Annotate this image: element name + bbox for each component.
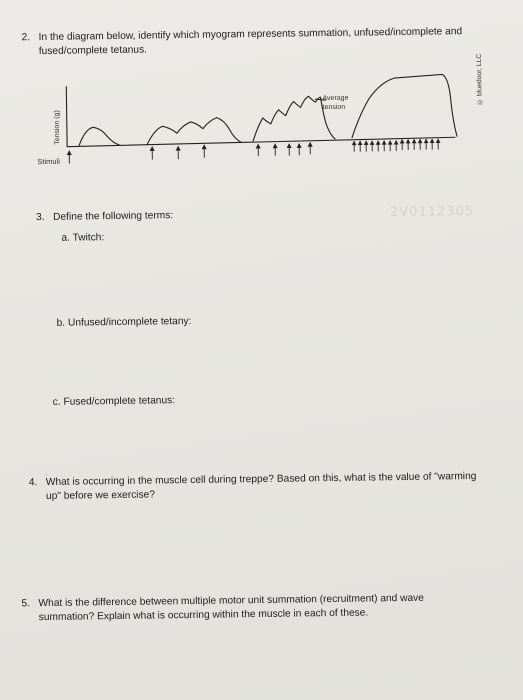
stimulus-markers [67, 139, 440, 163]
question-3a-twitch: a. Twitch: [61, 232, 105, 244]
question-4-number: 4. [28, 477, 38, 489]
question-2-line-2: fused/complete tetanus. [38, 44, 148, 58]
average-tension-label-line-1: Average [322, 94, 349, 103]
stimuli-label: Stimuli [37, 156, 60, 167]
single-twitch-curve [79, 127, 119, 146]
question-2-line-1: In the diagram below, identify which myogram represents summation, unfused/incomplete and [38, 26, 463, 44]
fused-tetanus-curve [351, 74, 457, 137]
question-3b-unfused-tetany: b. Unfused/incomplete tetany: [56, 315, 192, 329]
faded-watermark-stamp: 2V0112305 [389, 203, 475, 221]
unfused-tetanus-curve [252, 96, 335, 141]
question-5-line-1: What is the difference between multiple motor unit summation (recruitment) and wave [38, 592, 424, 610]
question-4-line-2: up" before we exercise? [45, 489, 156, 503]
question-4-line-1: What is occurring in the muscle cell during treppe? Based on this, what is the value of "warming [45, 470, 477, 489]
question-5-number: 5. [21, 598, 31, 610]
y-axis-label: Tension (g) [53, 110, 62, 145]
question-5-line-2: summation? Explain what is occurring within the muscle in each of these. [38, 607, 369, 624]
question-3-prompt: Define the following terms: [53, 210, 174, 223]
average-tension-label-line-2: tension [322, 103, 346, 112]
question-3c-fused-tetanus: c. Fused/complete tetanus: [52, 395, 176, 408]
summation-curve [147, 117, 241, 144]
question-3-number: 3. [36, 211, 45, 224]
y-axis-line [66, 87, 67, 147]
question-2-number: 2. [21, 32, 31, 44]
copyright-credit: © bluedoor, LLC [475, 53, 484, 105]
